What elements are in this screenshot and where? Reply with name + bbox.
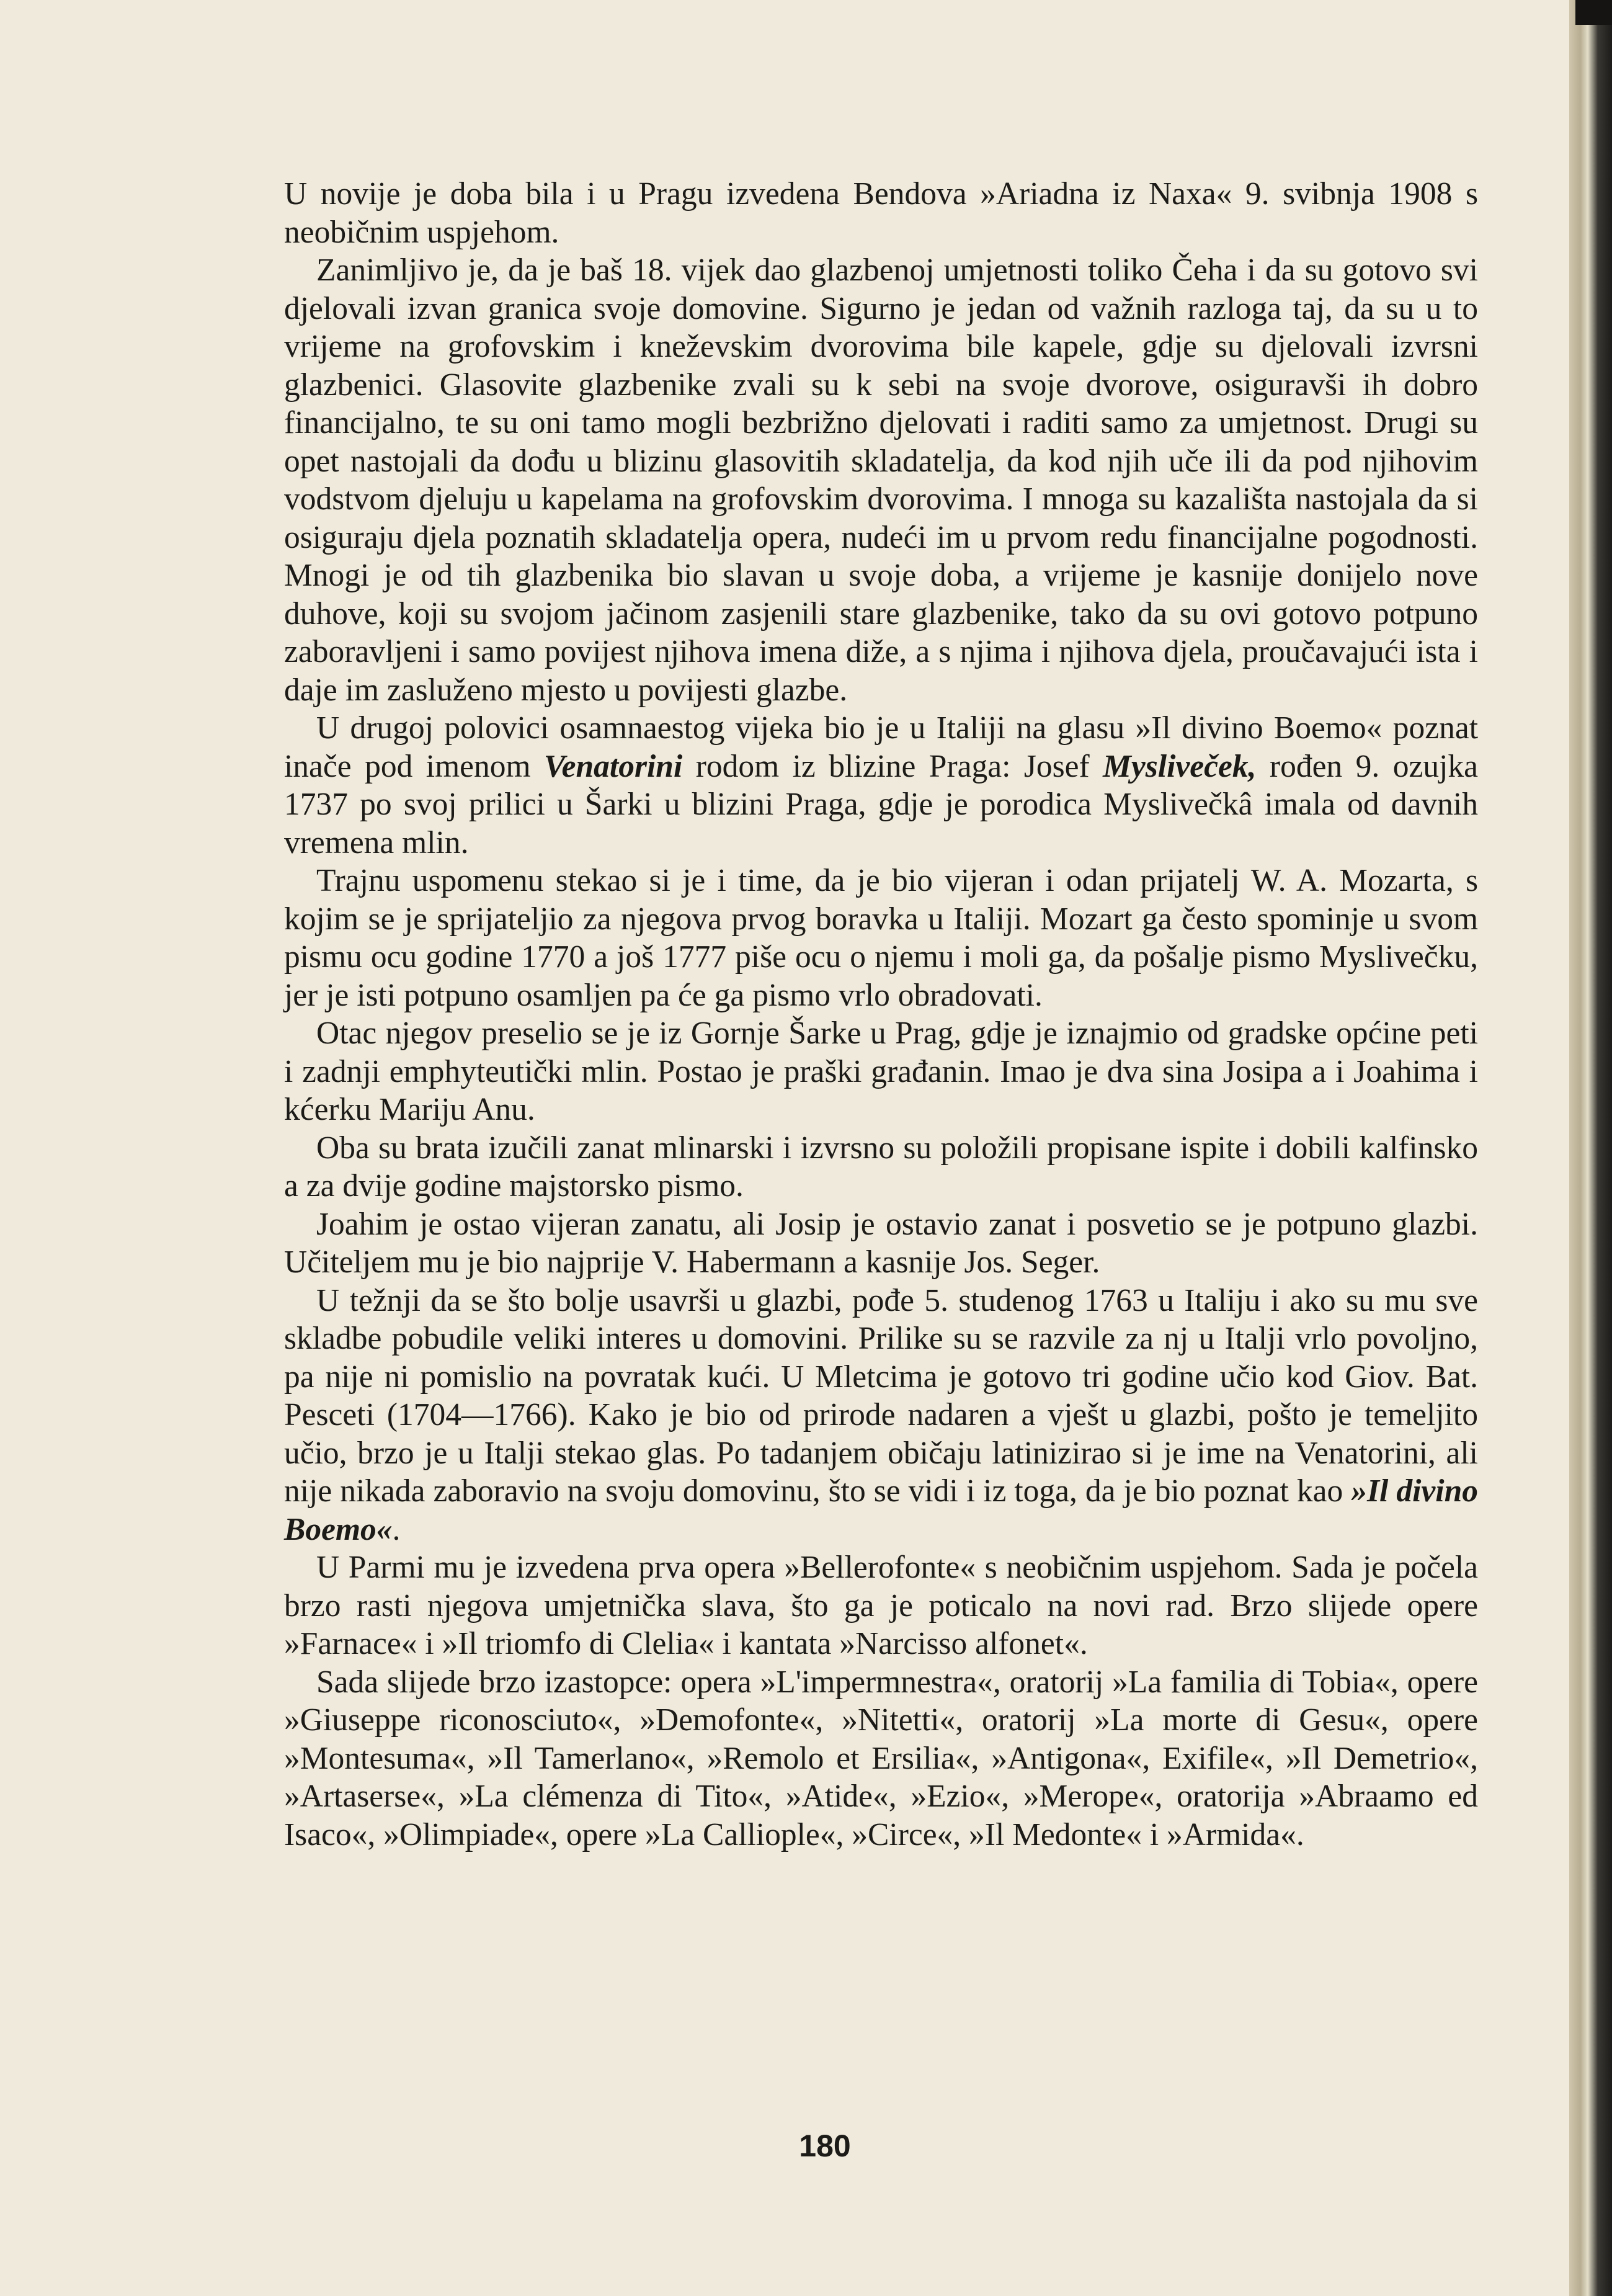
- page-edge-shadow: [1569, 0, 1612, 2296]
- page-number: 180: [799, 2128, 851, 2163]
- paragraph-father: Otac njegov preselio se je iz Gornje Šarke u Prag, gdje je iznajmio od gradske općine peti i zadnji emphyteutički mlin. Postao je praški građanin. Imao je dva sina Josipa a i Joahima i kćerku Mariju Anu.: [284, 1016, 1478, 1127]
- scan-corner-dark: [1575, 0, 1612, 25]
- paragraph-bendova: U novije je doba bila i u Pragu izvedena Bendova »Ariadna iz Naxa« 9. svibnja 1908 s neobičnim uspjehom.: [284, 176, 1478, 250]
- paragraph-myslivecek: [284, 709, 1478, 862]
- divino-boemo: »Il divino Boemo«: [284, 1473, 1478, 1547]
- myslivecek-text-a: U drugoj polovici osamnaestog vijeka bio je u Italiji na glasu »Il divino Boemo« poznat inače pod imenom: [284, 710, 1478, 784]
- myslivecek-text-c: rodom iz blizine Praga: Josef: [682, 748, 1103, 784]
- italy-text-c: .: [392, 1511, 401, 1547]
- body-text: [284, 175, 1478, 1854]
- paragraph-joahim: Joahim je ostao vijeran zanatu, ali Josip je ostavio zanat i posvetio se je potpuno glazbi. Učiteljem mu je bio najprije V. Habermann a kasnije Jos. Seger.: [284, 1206, 1478, 1280]
- paragraph-mozart: Trajnu uspomenu stekao si je i time, da je bio vijeran i odan prijatelj W. A. Mozarta, s kojim se je sprijateljio za njegova prvog boravka u Italiji. Mozart ga često spominje u svom pismu ocu godine 1770 a još 1777 piše ocu o njemu i moli ga, da pošalje pismo Myslivečku, jer je isti potpuno osamljen pa će ga pismo vrlo obradovati.: [284, 863, 1478, 1013]
- paragraph-czech-musicians: Zanimljivo je, da je baš 18. vijek dao glazbenoj umjetnosti toliko Čeha i da su gotovo svi djelovali izvan granica svoje domovine. Sigurno je jedan od važnih razloga taj, da su u to vrijeme na grofovskim i kneževskim dvorovima bile kapele, gdje su djelovali izvrsni glazbenici. Glasovite glazbenike zvali su k sebi na svoje dvorove, osiguravši ih dobro financijalno, te su oni tamo mogli bezbrižno djelovati i raditi samo za umjetnost. Drugi su opet nastojali da dođu u blizinu glasovitih skladatelja, da kod njih uče ili da pod njihovim vodstvom djeluju u kapelama na grofovskim dvorovima. I mnoga su kazališta nastojala da si osiguraju djela poznatih skladatelja opera, nudeći im u prvom redu financijalne pogodnosti. Mnogi je od tih glazbenika bio slavan u svoje doba, a vrijeme je kasnije donijelo nove duhove, koji su svojom jačinom zasjenili stare glazbenike, tako da su ovi gotovo potpuno zaboravljeni i samo povijest njihova imena diže, a s njima i njihova djela, proučavajući ista i daje im zasluženo mjesto u povijesti glazbe.: [284, 252, 1478, 708]
- myslivecek-text-e: rođen 9. ozujka 1737 po svoj prilici u Šarki u blizini Praga, gdje je porodica Myslivečkâ imala od davnih vremena mlin.: [284, 748, 1478, 860]
- paragraph-italy: [284, 1282, 1478, 1549]
- paragraph-works: Sada slijede brzo izastopce: opera »L'impermnestra«, oratorij »La familia di Tobia«, opere »Giuseppe riconosciuto«, »Demofonte«, »Nitetti«, oratorij »La morte di Gesu«, opere »Montesuma«, »Il Tamerlano«, »Remolo et Ersilia«, »Antigona«, Exifile«, »Il Demetrio«, »Artaserse«, »La clémenza di Tito«, »Atide«, »Ezio«, »Merope«, oratorija »Abraamo ed Isaco«, »Olimpiade«, opere »La Calliople«, »Circe«, »Il Medonte« i »Armida«.: [284, 1664, 1478, 1852]
- paragraph-parma: U Parmi mu je izvedena prva opera »Bellerofonte« s neobičnim uspjehom. Sada je počela brzo rasti njegova umjetnička slava, što ga je poticalo na novi rad. Brzo slijede opere »Farnace« i »Il triomfo di Clelia« i kantata »Narcisso alfonet«.: [284, 1550, 1478, 1661]
- paragraph-brothers: Oba su brata izučili zanat mlinarski i izvrsno su položili propisane ispite i dobili kalfinsko a za dvije godine majstorsko pismo.: [284, 1130, 1478, 1204]
- myslivecek-name: Mysliveček,: [1103, 748, 1257, 784]
- italy-text-a: U težnji da se što bolje usavrši u glazbi, pođe 5. studenog 1763 u Italiju i ako su mu sve skladbe pobudile veliki interes u domovini. Prilike su se razvile za nj u Italji vrlo povoljno, pa nije ni pomislio na povratak kući. U Mletcima je gotovo tri godine učio kod Giov. Bat. Pesceti (1704—1766). Kako je bio od prirode nadaren a vješt u glazbi, pošto je temeljito učio, brzo je u Italji stekao glas. Po tadanjem običaju latinizirao si je ime na Venatorini, ali nije nikada zaboravio na svoju domovinu, što se vidi i iz toga, da je bio poznat kao: [284, 1282, 1478, 1509]
- venatorini-name: Venatorini: [544, 748, 683, 784]
